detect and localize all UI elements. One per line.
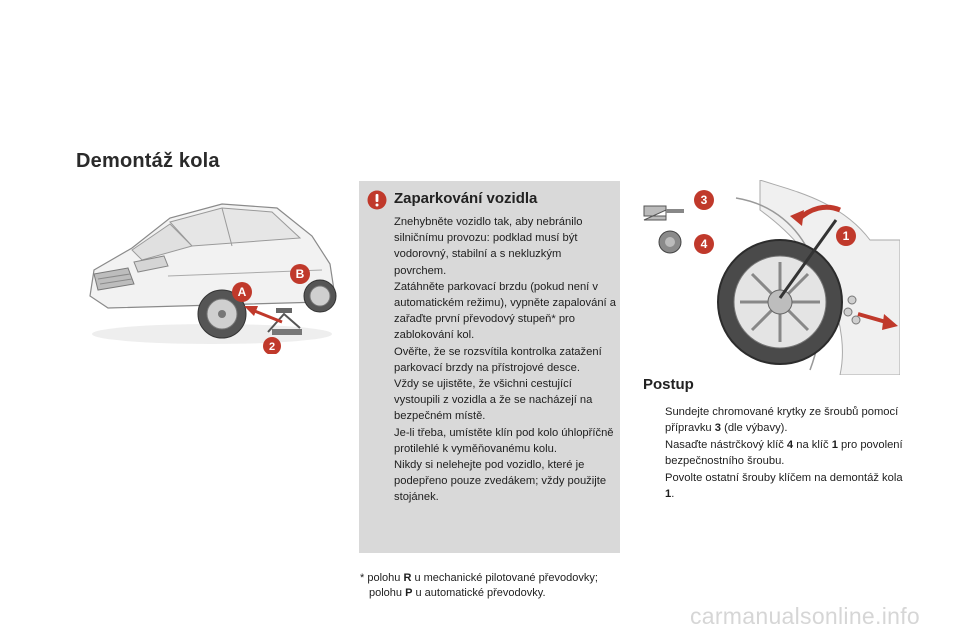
footnote-text: u mechanické pilotované převodovky; bbox=[411, 572, 598, 584]
step-text: Povolte ostatní šrouby klíčem na demontáž kola bbox=[665, 472, 903, 484]
car-jack-illustration bbox=[72, 184, 342, 354]
step-text: na klíč bbox=[793, 439, 832, 451]
step-text: . bbox=[671, 488, 675, 500]
footnote-text: * polohu bbox=[360, 572, 404, 584]
warning-box bbox=[359, 181, 620, 553]
procedure-steps bbox=[641, 404, 911, 503]
warning-paragraph: Je-li třeba, umístěte klín pod kolo úhlopříčně protilehlé k vyměňovanému kolu. bbox=[394, 426, 614, 455]
warning-paragraph: Vždy se ujistěte, že všichni cestující vystoupili z vozidla a že se nacházejí na bezpečném místě. bbox=[394, 378, 593, 423]
footnote-bold: P bbox=[405, 587, 413, 599]
marker-2-label: 2 bbox=[268, 341, 276, 353]
step-text: pro povolení bezpečnostního šroubu. bbox=[665, 439, 903, 467]
procedure-step bbox=[641, 404, 911, 436]
step-bold: 1 bbox=[831, 439, 838, 451]
warning-exclamation-icon bbox=[367, 190, 387, 210]
watermark: carmanualsonline.info bbox=[689, 603, 920, 629]
footnote-line-1 bbox=[360, 571, 640, 586]
step-text: Nasaďte nástrčkový klíč bbox=[665, 439, 787, 451]
footnote-text: u automatické převodovky. bbox=[412, 587, 546, 599]
marker-1-label: 1 bbox=[842, 229, 850, 243]
warning-paragraph: Nikdy si nelehejte pod vozidlo, které je podepřeno pouze zvedákem; vždy použijte stojánek. bbox=[394, 459, 607, 504]
warning-body bbox=[394, 214, 616, 506]
footnote bbox=[360, 571, 640, 601]
step-bold: 3 bbox=[714, 422, 721, 434]
footnote-text: polohu bbox=[369, 587, 406, 599]
page-title: Demontáž kola bbox=[76, 150, 220, 172]
marker-4-label: 4 bbox=[700, 237, 708, 251]
procedure-step bbox=[641, 437, 911, 469]
warning-paragraph: Ověřte, že se rozsvítila kontrolka zatažení parkovací brzdy na přístrojové desce. bbox=[394, 345, 602, 374]
step-bold: 4 bbox=[786, 439, 794, 451]
step-bold: 1 bbox=[665, 488, 672, 500]
warning-paragraph: Zatáhněte parkovací brzdu (pokud není v automatickém režimu), vypněte zapalování a zařaďte první převodový stupeň* pro zablokování kol. bbox=[394, 280, 616, 342]
warning-paragraph: Znehybněte vozidlo tak, aby nebránilo silničnímu provozu: podklad musí být vodorovný, stabilní a s nekluzkým povrchem. bbox=[394, 216, 583, 277]
procedure-step bbox=[641, 470, 911, 502]
marker-3-label: 3 bbox=[700, 193, 708, 207]
footnote-line-2 bbox=[360, 586, 640, 601]
footnote-bold: R bbox=[403, 572, 412, 584]
step-text: (dle výbavy). bbox=[720, 422, 788, 434]
marker-a-label: A bbox=[237, 285, 247, 299]
postup-title: Postup bbox=[643, 376, 694, 393]
wheel-removal-illustration bbox=[640, 180, 900, 375]
marker-b-label: B bbox=[295, 267, 305, 281]
warning-title: Zaparkování vozidla bbox=[394, 190, 538, 207]
step-text: Sundejte chromované krytky ze šroubů pomocí přípravku bbox=[665, 406, 899, 434]
